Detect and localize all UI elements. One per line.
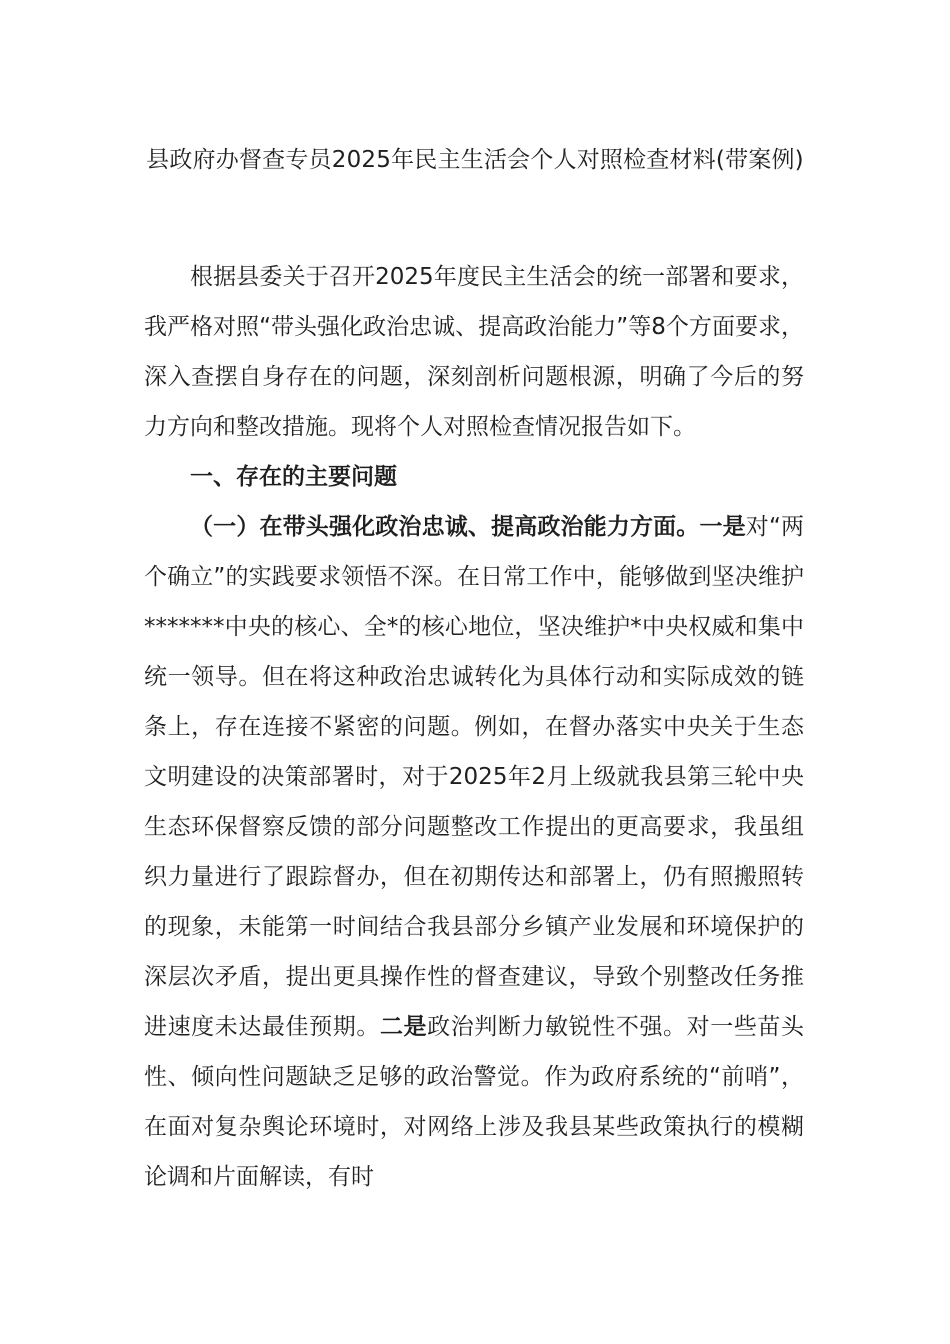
point-text: 政治判断力敏锐性不强。对一些苗头性、倾向性问题缺乏足够的政治警觉。作为政府系统的“前哨”，在面对复杂舆论环境时，对网络上涉及我县某些政策执行的模糊论调和片面解读，有时 xyxy=(144,1014,805,1190)
document-title: 县政府办督查专员2025年民主生活会个人对照检查材料(带案例) xyxy=(146,147,804,173)
intro-paragraph: 根据县委关于召开2025年度民主生活会的统一部署和要求，我严格对照“带头强化政治忠诚、提高政治能力”等8个方面要求，深入查摆自身存在的问题，深刻剖析问题根源，明确了今后的努力方向和整改措施。现将个人对照检查情况报告如下。 xyxy=(144,264,804,440)
subsection-paragraph xyxy=(144,502,804,1202)
section-heading: 一、存在的主要问题 xyxy=(190,464,397,490)
document-body xyxy=(144,252,804,1202)
point-label: 一是 xyxy=(699,514,746,540)
point-text: 对“两个确立”的实践要求领悟不深。在日常工作中，能够做到坚决维护*******中央的核心、全*的核心地位，坚决维护*中央权威和集中统一领导。但在将这种政治忠诚转化为具体行动和实际成效的链条上，存在连接不紧密的问题。例如，在督办落实中央关于生态文明建设的决策部署时，对于2025年2月上级就我县第三轮中央生态环保督察反馈的部分问题整改工作提出的更高要求，我虽组织力量进行了跟踪督办，但在初期传达和部署上，仍有照搬照转的现象，未能第一时间结合我县部分乡镇产业发展和环境保护的深层次矛盾，提出更具操作性的督查建议，导致个别整改任务推进速度未达最佳预期。 xyxy=(144,514,805,1040)
point-label: 二是 xyxy=(379,1014,428,1040)
subsection-heading: （一）在带头强化政治忠诚、提高政治能力方面。 xyxy=(190,514,700,540)
